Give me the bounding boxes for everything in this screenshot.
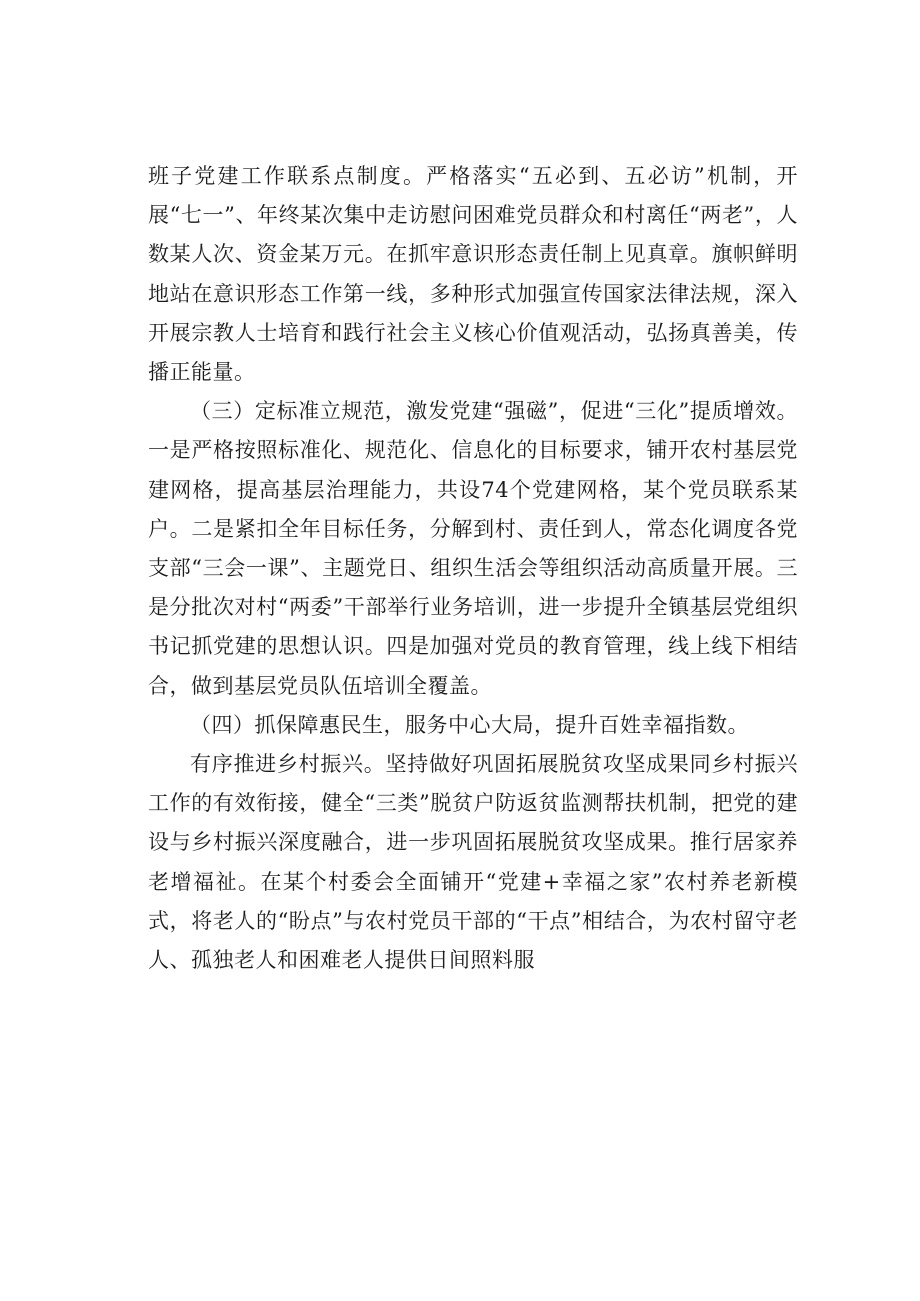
paragraph-party-building-contacts: 班子党建工作联系点制度。严格落实“五必到、五必访”机制，开展“七一”、年终某次集中走访慰问困难党员群众和村离任“两老”，人数某人次、资金某万元。在抓牢意识形态责任制上见真章。旗帜鲜明地站在意识形态工作第一线，多种形式加强宣传国家法律法规，深入开展宗教人士培育和践行社会主义核心价值观活动，弘扬真善美，传播正能量。 xyxy=(148,164,798,385)
paragraph-section-heading-livelihood: （四）抓保障惠民生，服务中心大局，提升百姓幸福指数。 xyxy=(190,712,749,737)
paragraph-rural-revitalization: 有序推进乡村振兴。坚持做好巩固拓展脱贫攻坚成果同乡村振兴工作的有效衔接，健全“三类”脱贫户防返贫监测帮扶机制，把党的建设与乡村振兴深度融合，进一步巩固拓展脱贫攻坚成果。推行居家养老增福祉。在某个村委会全面铺开“党建+幸福之家”农村养老新模式，将老人的“盼点”与农村党员干部的“干点”相结合，为农村留守老人、孤独老人和困难老人提供日间照料服 xyxy=(148,752,798,973)
document-body xyxy=(148,157,798,980)
paragraph-standards-section: （三）定标准立规范，激发党建“强磁”，促进“三化”提质增效。一是严格按照标准化、规范化、信息化的目标要求，铺开农村基层党建网格，提高基层治理能力，共设74个党建网格，某个党员联系某户。二是紧扣全年目标任务，分解到村、责任到人，常态化调度各党支部“三会一课”、主题党日、组织生活会等组织活动高质量开展。三是分批次对村“两委”干部举行业务培训，进一步提升全镇基层党组织书记抓党建的思想认识。四是加强对党员的教育管理，线上线下相结合，做到基层党员队伍培训全覆盖。 xyxy=(148,399,798,698)
